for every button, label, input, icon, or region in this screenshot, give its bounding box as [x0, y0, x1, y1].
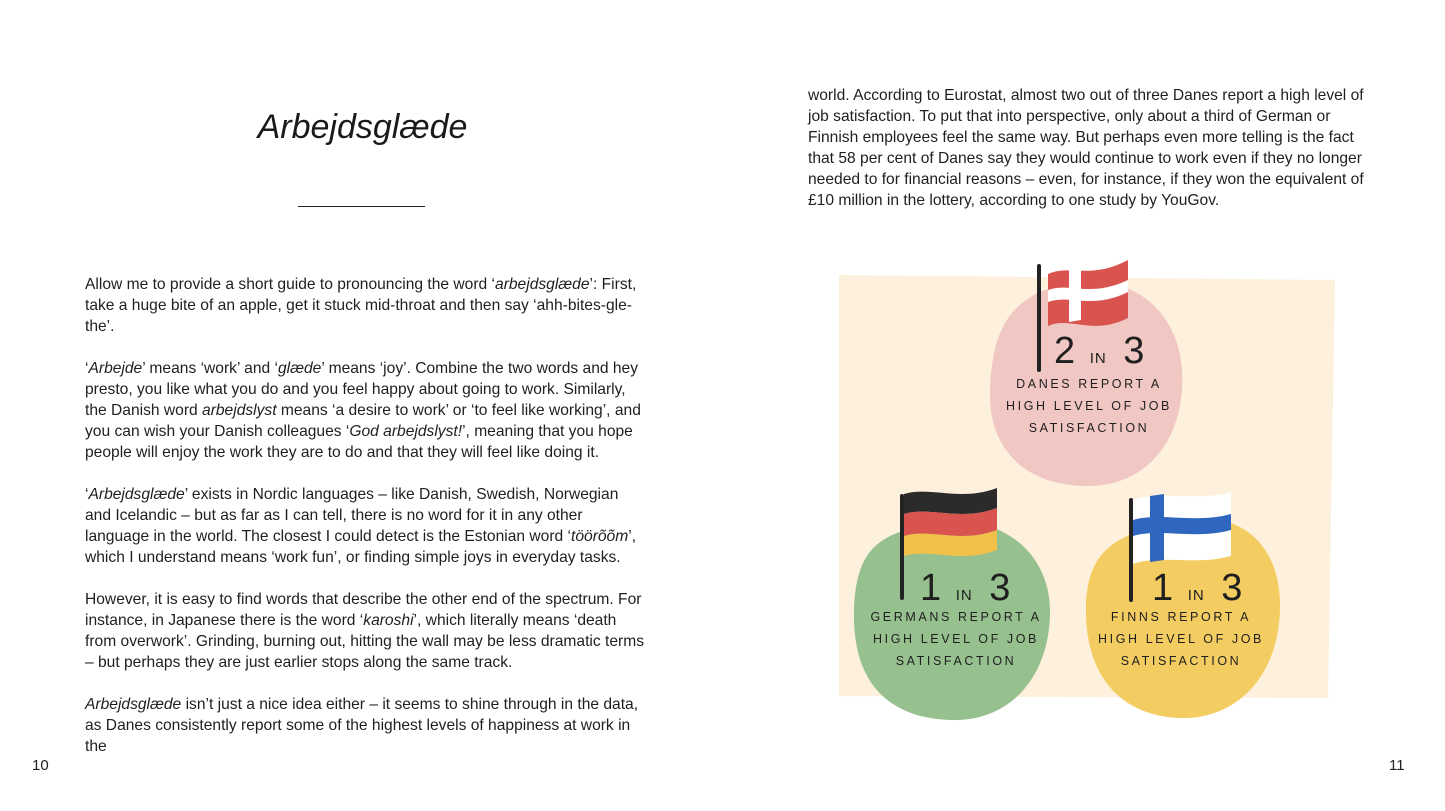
stat-denominator: 3 [1221, 567, 1243, 609]
text-run: ’ exists in Nordic languages – like Danish, Swedish, Norwegian and Icelandic – but as far as I can tell, there is no word for it in any other language in the world. The closest I could detect is the Estonian word ‘ [85, 486, 619, 545]
text-run: means ‘a desire to work’ or ‘to feel like working’, and you can wish your Danish colleagues ‘ [85, 402, 641, 440]
italic-term: Arbejdsglæde [88, 486, 185, 503]
flagpole [900, 494, 904, 600]
paragraph [85, 694, 645, 757]
paragraph [85, 589, 645, 673]
stat-caption-line: SATISFACTION [1120, 654, 1242, 668]
stat-connector: IN [1089, 350, 1107, 367]
stat-caption-line: SATISFACTION [1028, 421, 1150, 435]
paragraph [85, 358, 645, 463]
stat-numerator: 1 [920, 567, 942, 609]
text-run: ’, which literally means ‘death from overwork’. Grinding, burning out, hitting the wall may be less dramatic terms – but perhaps they are just earlier stops along the same track. [85, 612, 644, 671]
text-run: ’: First, take a huge bite of an apple, get it stuck mid-throat and then say ‘ahh-bites-gle-the’. [85, 276, 637, 335]
text-run: However, it is easy to find words that describe the other end of the spectrum. For instance, in Japanese there is the word ‘ [85, 591, 642, 629]
text-run: isn’t just a nice idea either – it seems to shine through in the data, as Danes consistently report some of the highest levels of happiness at work in the [85, 696, 639, 755]
text-run: Allow me to provide a short guide to pronouncing the word ‘ [85, 276, 496, 293]
text-run: ’ means ‘joy’. Combine the two words and hey presto, you like what you do and you feel happy about going to work. Similarly, the Danish word [85, 360, 639, 419]
stat-denominator: 3 [1123, 330, 1145, 372]
stat-numerator: 1 [1152, 567, 1174, 609]
title-divider [298, 206, 425, 207]
stat-numerator: 2 [1054, 330, 1076, 372]
denmark-flag-icon [1048, 260, 1128, 326]
paragraph [85, 274, 645, 337]
germany-flag-icon [904, 488, 997, 556]
italic-term: töörõõm [571, 528, 629, 545]
text-run: ’ means ‘work’ and ‘ [142, 360, 278, 377]
text-run: ‘ [85, 360, 89, 377]
flagpole [1129, 498, 1133, 602]
italic-term: God arbejdslyst! [349, 423, 463, 440]
finland-flag-icon [1133, 492, 1231, 564]
stat-denominator: 3 [989, 567, 1011, 609]
job-satisfaction-infographic [830, 250, 1350, 730]
stat-caption-line: HIGH LEVEL OF JOB [873, 632, 1039, 646]
italic-term: Arbejde [88, 360, 143, 377]
text-run: ‘ [85, 486, 89, 503]
page-number-right: 11 [1389, 757, 1405, 774]
stat-connector: IN [955, 587, 973, 604]
stat-caption-line: HIGH LEVEL OF JOB [1006, 399, 1172, 413]
right-text-column [808, 85, 1368, 211]
stat-caption-line: HIGH LEVEL OF JOB [1098, 632, 1264, 646]
flagpole [1037, 264, 1041, 372]
paragraph [85, 484, 645, 568]
italic-term: karoshi [363, 612, 414, 629]
stat-caption-line: FINNS REPORT A [1110, 610, 1252, 624]
chapter-title: Arbejdsglæde [257, 108, 468, 146]
page-number-left: 10 [32, 757, 49, 774]
italic-term: glæde [278, 360, 322, 377]
stat-caption-line: SATISFACTION [895, 654, 1017, 668]
italic-term: arbejdslyst [202, 402, 277, 419]
italic-term: Arbejdsglæde [85, 696, 182, 713]
text-run: ’, which I understand means ‘work fun’, or finding simple joys in everyday tasks. [85, 528, 637, 566]
italic-term: arbejdsglæde [495, 276, 590, 293]
stat-caption-line: GERMANS REPORT A [870, 610, 1042, 624]
stat-caption-line: DANES REPORT A [1016, 377, 1162, 391]
stat-connector: IN [1187, 587, 1205, 604]
infographic-svg [830, 250, 1350, 730]
left-text-column [85, 274, 645, 757]
text-run: world. According to Eurostat, almost two out of three Danes report a high level of job satisfaction. To put that into perspective, only about a third of German or Finnish employees feel the same way. But perhaps even more telling is the fact that 58 per cent of Danes say they would continue to work even if they no longer needed to for financial reasons – even, for instance, if they won the equivalent of £10 million in the lottery, according to one study by YouGov. [808, 87, 1364, 209]
text-run: ’, meaning that you hope people will enjoy the work they are to do and that they will feel like doing it. [85, 423, 633, 461]
paragraph [808, 85, 1368, 211]
